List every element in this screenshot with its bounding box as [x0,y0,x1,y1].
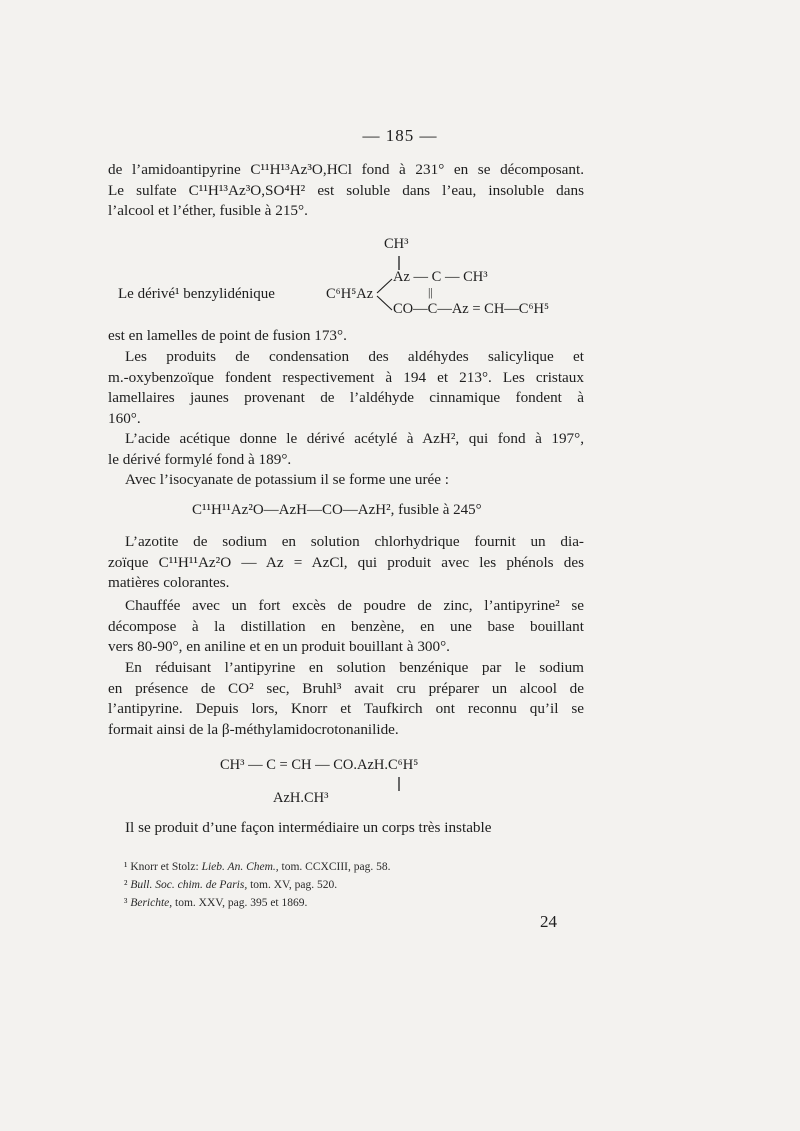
text-line: L’acide acétique donne le dérivé acétylé à AzH², qui fond à 197°, [125,430,584,447]
text-line: matières colorantes. [108,574,230,591]
text-line: l’alcool et l’éther, fusible à 215°. [108,202,308,219]
formula-left-group: C⁶H⁵Az [326,286,374,302]
formula-label: Le dérivé¹ benzylidénique [118,286,275,302]
page-number: — 185 — [362,126,438,145]
paragraph-3 [108,347,584,429]
text-line: vers 80-90°, en aniline et en un produit bouillant à 300°. [108,638,450,655]
text-line: en présence de CO² sec, Bruhl³ avait cru préparer un alcool de [108,679,584,697]
paragraph-4 [108,429,584,470]
signature-mark: 24 [540,912,557,931]
text-line: zoïque C¹¹H¹¹Az²O — Az = AzCl, qui produit avec les phénols des [108,553,584,571]
footnote-source: Berichte, [130,897,173,909]
text-line: formait ainsi de la β-méthylamidocrotonanilide. [108,720,399,738]
text-line: L’azotite de sodium en solution chlorhydrique fournit un dia- [125,533,584,550]
formula-row-1: CH³ — C = CH — CO.AzH.C⁶H⁵ [220,757,419,773]
footnote-3 [124,897,307,909]
footnote-source: Bull. Soc. chim. de Paris, [130,879,248,891]
text-line: le dérivé formylé fond à 189°. [108,450,292,468]
text-line: m.-oxybenzoïque fondent respectivement à 194 et 213°. Les cristaux [108,368,584,386]
footnote-source: Lieb. An. Chem., [201,861,279,873]
footnote-author: Knorr et Stolz: [130,861,199,873]
formula-row-2: AzH.CH³ [273,790,329,806]
text-line: Les produits de condensation des aldéhydes salicylique et [125,348,584,365]
formula-urea: C¹¹H¹¹Az²O—AzH—CO—AzH², fusible à 245° [192,502,482,518]
formula-ch3-top: CH³ [384,236,409,252]
text-line: Il se produit d’une façon intermédiaire un corps très instable [125,819,492,836]
paragraph-5 [108,470,584,491]
footnote-rest: tom. CCXCIII, pag. 58. [281,861,391,873]
formula-double-bond: || [428,285,433,299]
text-line: est en lamelles de point de fusion 173°. [108,327,347,344]
text-line: décompose à la distillation en benzène, en une base bouillant [108,617,584,635]
text-line: lamellaires jaunes provenant de l’aldéhyde cinnamique fondent à [108,389,584,406]
text-line: Chauffée avec un fort excès de poudre de zinc, l’antipyrine² se [125,597,584,614]
footnote-mark: ¹ [124,861,128,873]
paragraph-6 [108,532,584,594]
text-line: Avec l’isocyanate de potassium il se forme une urée : [125,471,450,488]
paragraph-2 [108,326,584,347]
footnote-mark: ² [124,879,128,891]
footnote-rest: tom. XXV, pag. 395 et 1869. [175,897,308,909]
paragraph-7 [108,596,584,658]
paragraph-8 [108,658,584,740]
footnote-1 [124,861,390,873]
formula-row-2: CO—C—Az = CH—C⁶H⁵ [393,301,550,317]
footnote-2 [124,879,337,891]
formula-row-1: Az — C — CH³ [393,269,488,285]
text-line: de l’amidoantipyrine C¹¹H¹³Az³O,HCl fond à 231° en se décomposant. [108,161,584,178]
text-line: Le sulfate C¹¹H¹³Az³O,SO⁴H² est soluble dans l’eau, insoluble dans [108,181,584,199]
footnote-rest: tom. XV, pag. 520. [250,879,338,891]
text-line: En réduisant l’antipyrine en solution benzénique par le sodium [125,659,584,676]
text-line: 160°. [108,409,141,427]
paragraph-9 [108,818,584,839]
footnote-mark: ³ [124,897,128,909]
text-line: l’antipyrine. Depuis lors, Knorr et Taufkirch ont reconnu qu’il se [108,700,584,717]
